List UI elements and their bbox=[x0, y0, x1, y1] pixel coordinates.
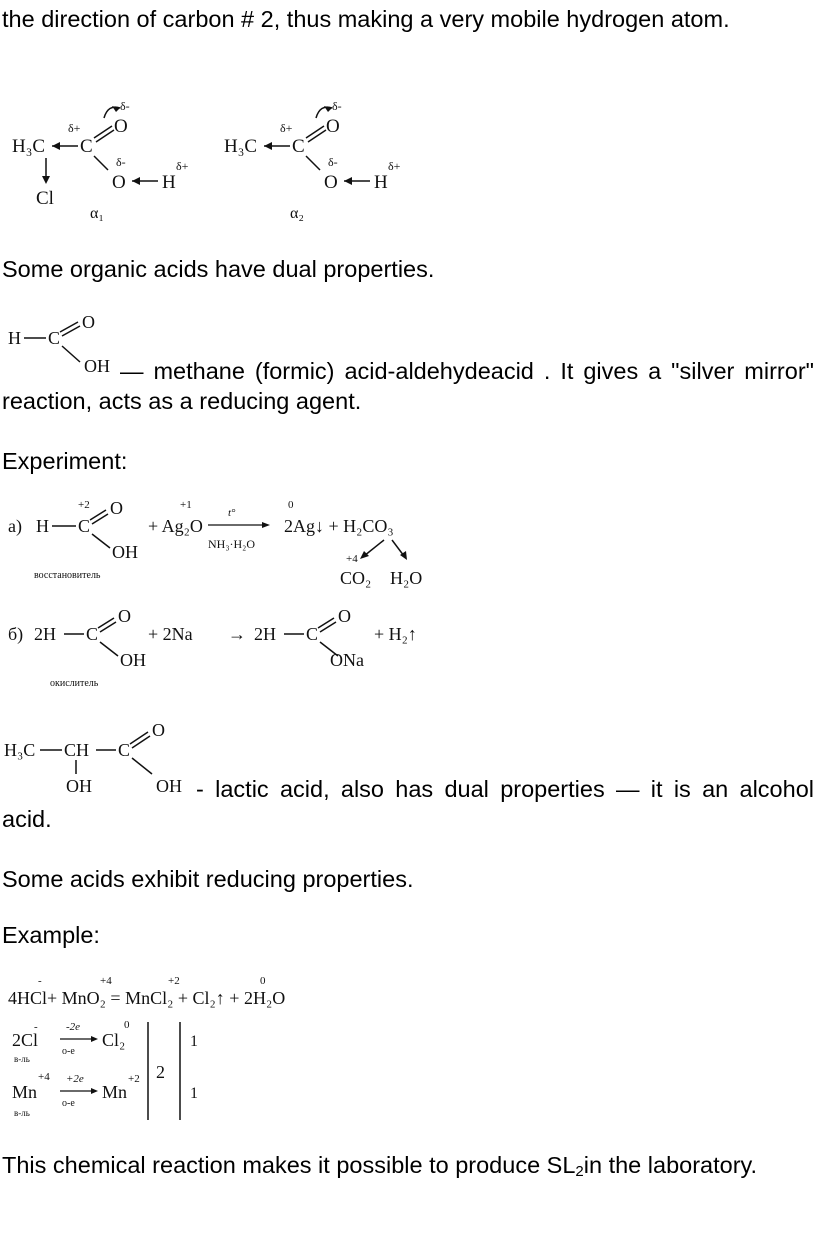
svg-text:H₂O: H₂O bbox=[390, 568, 423, 588]
svg-text:C: C bbox=[86, 624, 99, 644]
alpha1-label: α₁ bbox=[90, 205, 104, 222]
figure-redox-example bbox=[8, 970, 368, 1125]
svg-text:OH: OH bbox=[156, 776, 182, 796]
svg-text:+1: +1 bbox=[180, 499, 192, 511]
svg-text:+4: +4 bbox=[346, 553, 358, 565]
oxygen-text: O bbox=[114, 116, 128, 137]
svg-text:OH: OH bbox=[120, 650, 146, 670]
svg-text:о-е: о-е bbox=[62, 1098, 75, 1109]
svg-text:2H: 2H bbox=[34, 624, 56, 644]
svg-text:CH: CH bbox=[64, 740, 90, 760]
svg-text:+ Ag₂O: + Ag₂O bbox=[148, 516, 203, 536]
svg-text:ONa: ONa bbox=[330, 650, 364, 670]
svg-text:δ-: δ- bbox=[328, 155, 338, 169]
reaction-b bbox=[8, 606, 417, 689]
svg-text:δ+: δ+ bbox=[176, 159, 189, 173]
svg-text:C: C bbox=[48, 328, 61, 348]
svg-text:C: C bbox=[78, 516, 91, 536]
svg-text:4HCl+ MnO₂ = MnCl₂ + Cl₂↑ + 2H: 4HCl+ MnO₂ = MnCl₂ + Cl₂↑ + 2H₂O bbox=[8, 988, 286, 1008]
svg-text:OH: OH bbox=[112, 542, 138, 562]
svg-text:H: H bbox=[374, 172, 388, 193]
h3c-text: H₃C bbox=[12, 136, 46, 157]
paragraph-dual-properties: Some organic acids have dual properties. bbox=[2, 256, 435, 282]
svg-text:C: C bbox=[292, 136, 305, 157]
hydroxyl-o-text: O bbox=[112, 172, 126, 193]
delta-plus-text: δ+ bbox=[68, 121, 81, 135]
svg-text:-2e: -2e bbox=[66, 1021, 81, 1033]
svg-text:+2: +2 bbox=[128, 1073, 140, 1085]
svg-text:Cl₂: Cl₂ bbox=[102, 1030, 126, 1050]
svg-text:0: 0 bbox=[124, 1019, 130, 1031]
svg-text:+2e: +2e bbox=[66, 1073, 84, 1085]
svg-text:+ H₂↑: + H₂↑ bbox=[374, 624, 417, 644]
svg-text:O: O bbox=[152, 720, 165, 740]
svg-text:CO₂: CO₂ bbox=[340, 568, 372, 588]
svg-text:OH: OH bbox=[66, 776, 92, 796]
svg-text:Mn: Mn bbox=[102, 1082, 128, 1102]
svg-text:δ-: δ- bbox=[116, 155, 126, 169]
svg-text:2Ag↓ + H₂CO₃: 2Ag↓ + H₂CO₃ bbox=[284, 516, 394, 536]
paragraph-reducing-properties: Some acids exhibit reducing properties. bbox=[2, 866, 414, 892]
svg-text:1: 1 bbox=[190, 1033, 198, 1050]
svg-text:+4: +4 bbox=[38, 1071, 50, 1083]
svg-text:H₃C: H₃C bbox=[224, 136, 258, 157]
svg-text:H₃C: H₃C bbox=[4, 740, 36, 760]
reaction-a bbox=[8, 498, 422, 588]
svg-text:O: O bbox=[110, 498, 123, 518]
svg-text:C: C bbox=[306, 624, 319, 644]
delta-minus-text: δ- bbox=[120, 99, 130, 113]
svg-text:δ+: δ+ bbox=[280, 121, 293, 135]
svg-text:C: C bbox=[118, 740, 131, 760]
svg-text:б): б) bbox=[8, 624, 24, 644]
svg-text:0: 0 bbox=[260, 975, 266, 987]
svg-text:о-е: о-е bbox=[62, 1046, 75, 1057]
figure-experiment-reactions bbox=[8, 492, 448, 702]
svg-text:в-ль: в-ль bbox=[14, 1108, 30, 1118]
svg-text:2: 2 bbox=[156, 1062, 165, 1082]
svg-text:2H: 2H bbox=[254, 624, 276, 644]
svg-text:Mn: Mn bbox=[12, 1082, 38, 1102]
svg-text:O: O bbox=[324, 172, 338, 193]
svg-text:2Cl: 2Cl bbox=[12, 1030, 39, 1050]
figure-inductive-effect bbox=[8, 96, 428, 226]
svg-text:а): а) bbox=[8, 516, 22, 536]
svg-text:O: O bbox=[326, 116, 340, 137]
svg-text:O: O bbox=[338, 606, 351, 626]
svg-text:+2: +2 bbox=[78, 499, 90, 511]
svg-text:-: - bbox=[34, 1021, 38, 1033]
svg-text:+ 2Na: + 2Na bbox=[148, 624, 193, 644]
paragraph-example: Example: bbox=[2, 922, 100, 948]
structure-alpha-1 bbox=[12, 99, 189, 222]
structure-alpha-2 bbox=[224, 99, 401, 222]
svg-text:δ+: δ+ bbox=[388, 159, 401, 173]
svg-text:0: 0 bbox=[288, 499, 294, 511]
svg-text:OH: OH bbox=[84, 356, 110, 376]
paragraph-experiment: Experiment: bbox=[2, 448, 128, 474]
svg-text:+4: +4 bbox=[100, 975, 112, 987]
carbon-text: C bbox=[80, 136, 93, 157]
svg-text:-: - bbox=[38, 975, 42, 987]
svg-text:+2: +2 bbox=[168, 975, 180, 987]
svg-text:H: H bbox=[8, 328, 21, 348]
svg-text:H: H bbox=[36, 516, 49, 536]
svg-text:окислитель: окислитель bbox=[50, 678, 99, 689]
chlorine-text: Cl bbox=[36, 188, 54, 209]
alpha2-label: α₂ bbox=[290, 205, 304, 222]
svg-text:δ-: δ- bbox=[332, 99, 342, 113]
svg-text:O: O bbox=[118, 606, 131, 626]
svg-text:→: → bbox=[228, 624, 246, 644]
svg-text:O: O bbox=[82, 312, 95, 332]
svg-text:1: 1 bbox=[190, 1085, 198, 1102]
paragraph-formic-acid: — methane (formic) acid-aldehydeacid . It gives a "silver mirror" reaction, acts as a reducing agent. bbox=[2, 358, 814, 414]
paragraph-intro: the direction of carbon # 2, thus making a very mobile hydrogen atom. bbox=[2, 6, 730, 32]
svg-text:NH₃·H₂O: NH₃·H₂O bbox=[208, 537, 256, 551]
paragraph-lactic-acid: - lactic acid, also has dual properties — it is an alcohol acid. bbox=[2, 776, 814, 832]
hydrogen-text: H bbox=[162, 172, 176, 193]
svg-text:t°: t° bbox=[228, 507, 236, 519]
paragraph-laboratory: This chemical reaction makes it possible to produce $SL_2in$ the laboratory. bbox=[2, 1152, 758, 1180]
svg-text:в-ль: в-ль bbox=[14, 1054, 30, 1064]
arrowhead bbox=[52, 142, 60, 150]
svg-text:восстановитель: восстановитель bbox=[34, 570, 101, 581]
